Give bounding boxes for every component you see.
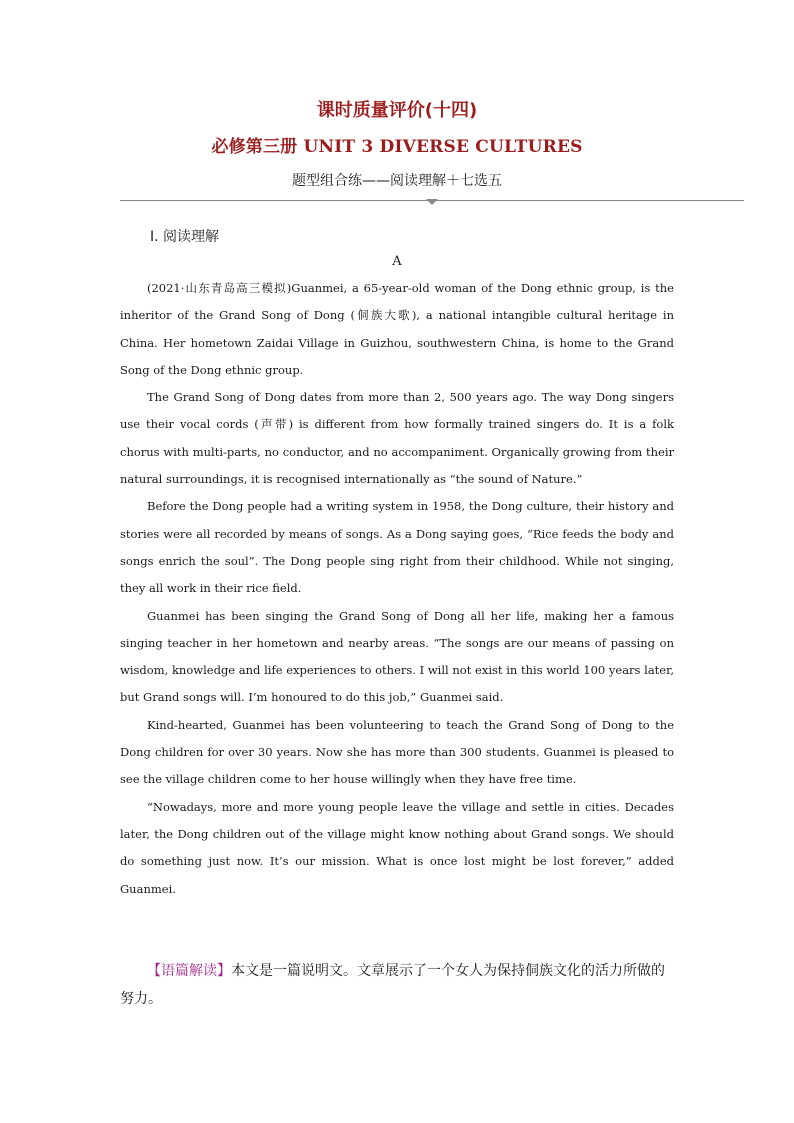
paragraph-5: Kind-hearted, Guanmei has been volunteering to teach the Grand Song of Dong to the Dong children for over 30 years. Now she has more than 300 students. Guanmei is pleased to see the village children come to her house willingly when they have free time. xyxy=(120,717,674,787)
passage-body xyxy=(120,275,674,903)
section-heading: Ⅰ. 阅读理解 xyxy=(150,229,220,245)
note-text: 本文是一篇说明文。文章展示了一个女人为保持侗族文化的活力所做的努力。 xyxy=(120,963,665,1007)
passage-label: A xyxy=(392,254,402,269)
paragraph-1: (2021·山东青岛高三模拟)Guanmei, a 65-year-old woman of the Dong ethnic group, is the inheritor of the Grand Song of Dong (侗族大歌), a national intangible cultural heritage in China. Her hometown Zaidai Village in Guizhou, southwestern China, is home to the Grand Song of the Dong ethnic group. xyxy=(120,281,674,377)
paragraph-6: “Nowadays, more and more young people leave the village and settle in cities. Decades later, the Dong children out of the village might know nothing about Grand songs. We should do something just now. It’s our mission. What is once lost might be lost forever,” added Guanmei. xyxy=(120,799,674,896)
passage-analysis-note xyxy=(120,957,674,1013)
unit-title: 必修第三册 UNIT 3 DIVERSE CULTURES xyxy=(211,137,583,157)
note-tag: 【语篇解读】 xyxy=(147,963,231,979)
paragraph-4: Guanmei has been singing the Grand Song of Dong all her life, making her a famous singing teacher in her hometown and nearby areas. “The songs are our means of passing on wisdom, knowledge and life experiences to others. I will not exist in this world 100 years later, but Grand songs will. I’m honoured to do this job,” Guanmei said. xyxy=(120,608,674,705)
page-subtitle: 题型组合练——阅读理解＋七选五 xyxy=(292,173,502,189)
paragraph-2: The Grand Song of Dong dates from more than 2, 500 years ago. The way Dong singers use their vocal cords (声带) is different from how formally trained singers do. It is a folk chorus with multi-parts, no conductor, and no accompaniment. Organically growing from their natural surroundings, it is recognised internationally as “the sound of Nature.” xyxy=(120,390,674,487)
paragraph-3: Before the Dong people had a writing system in 1958, the Dong culture, their history and stories were all recorded by means of songs. As a Dong saying goes, “Rice feeds the body and songs enrich the soul”. The Dong people sing right from their childhood. While not singing, they all work in their rice field. xyxy=(120,499,674,596)
page-title: 课时质量评价(十四) xyxy=(316,100,478,121)
divider-marker-icon xyxy=(426,199,438,205)
